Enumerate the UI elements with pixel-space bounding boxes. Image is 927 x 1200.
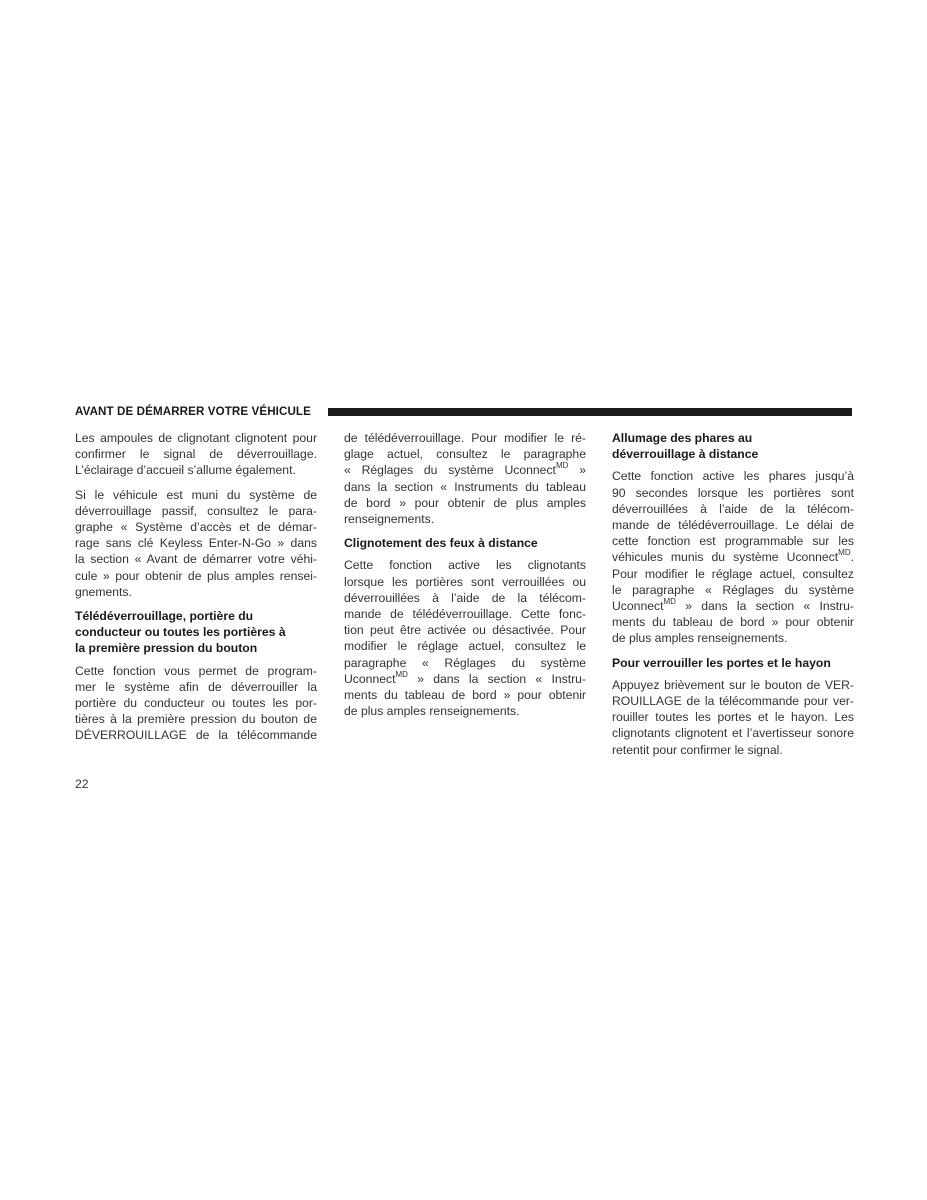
text-line: tières à la première pression du bouton de: [75, 712, 317, 727]
heading-line: conducteur ou toutes les portières à: [75, 625, 286, 640]
text-line: mande de télédéverrouillage. Cette fonc-: [344, 607, 586, 622]
text-line: Les ampoules de clignotant clignotent pour: [75, 431, 317, 445]
text-line: de plus amples renseignements.: [344, 704, 520, 719]
text-line: portière du conducteur ou toutes les por-: [75, 696, 317, 711]
heading-line: déverrouillage à distance: [612, 447, 759, 462]
superscript-md: MD: [395, 669, 408, 679]
text-line: DÉVERROUILLAGE de la télécommande: [75, 728, 317, 743]
text-line: déverrouillées à l’aide de la télécom-: [612, 501, 854, 516]
text-line: [344, 671, 586, 687]
heading-clignotement-feux: [344, 535, 586, 551]
text-line: dans la section « Instruments du tableau: [344, 479, 586, 494]
text-line: [344, 462, 586, 478]
text-fragment: « Réglages du système Uconnect: [344, 463, 556, 478]
text-line: ments du tableau de bord » pour obtenir: [612, 615, 854, 630]
text-line: 90 secondes lorsque les portières sont: [612, 485, 854, 500]
section-title: AVANT DE DÉMARRER VOTRE VÉHICULE: [75, 405, 311, 418]
header-rule: [328, 408, 852, 416]
heading-teledeverrouillage: [75, 608, 317, 657]
text-line: L’éclairage d’accueil s’allume également.: [75, 463, 296, 478]
heading-line: Allumage des phares au: [612, 431, 753, 445]
text-line: renseignements.: [344, 512, 435, 527]
text-line: lorsque les portières sont verrouillées ou: [344, 574, 586, 589]
text-fragment: » dans la section « Instru-: [407, 671, 586, 686]
text-line: paragraphe « Réglages du système: [344, 655, 586, 670]
text-line: retentit pour confirmer le signal.: [612, 742, 783, 757]
text-line: de bord » pour obtenir de plus amples: [344, 495, 586, 510]
page-number: 22: [75, 777, 89, 791]
text-line: gnements.: [75, 584, 132, 599]
text-fragment: »: [568, 463, 586, 478]
paragraph-clignotant-confirmation: [75, 430, 317, 479]
text-line: mer le système afin de déverrouiller la: [75, 679, 317, 694]
superscript-md: MD: [663, 596, 676, 606]
text-line: Si le véhicule est muni du système de: [75, 487, 317, 502]
text-line: le paragraphe « Réglages du système: [612, 582, 854, 597]
paragraph-reglage-actuel: [344, 430, 586, 527]
text-fragment: .: [850, 550, 854, 565]
column-2: [344, 430, 586, 727]
text-fragment: » dans la section « Instru-: [675, 599, 854, 614]
text-line: glage actuel, consultez le paragraphe: [344, 447, 586, 462]
text-line: cule » pour obtenir de plus amples rensei-: [75, 568, 317, 583]
heading-verrouiller-portes: [612, 655, 854, 671]
text-line: déverrouillage passif, consultez le para-: [75, 503, 317, 518]
text-line: [612, 598, 854, 614]
text-line: Cette fonction vous permet de program-: [75, 663, 317, 678]
heading-line: Télédéverrouillage, portière du: [75, 609, 254, 624]
heading-allumage-phares: [612, 430, 854, 462]
heading-line: la première pression du bouton: [75, 641, 258, 656]
paragraph-clignotants: [344, 557, 586, 719]
heading-line: Clignotement des feux à distance: [344, 536, 538, 551]
text-line: déverrouillées à l’aide de la télécom-: [344, 590, 586, 605]
text-line: rouiller toutes les portes et le hayon. Les: [612, 710, 854, 725]
text-line: Appuyez brièvement sur le bouton de VER-: [612, 677, 854, 692]
column-3: [612, 430, 854, 766]
text-line: cette fonction est programmable sur les: [612, 534, 854, 549]
text-line: Cette fonction active les clignotants: [344, 558, 586, 573]
text-line: mande de télédéverrouillage. Le délai de: [612, 518, 854, 533]
text-fragment: véhicules munis du système Uconnect: [612, 550, 839, 565]
text-line: tion peut être activée ou désactivée. Pour: [344, 623, 586, 638]
text-line: [612, 549, 854, 565]
superscript-md: MD: [555, 461, 569, 471]
text-line: Cette fonction active les phares jusqu’à: [612, 469, 854, 484]
text-line: de télédéverrouillage. Pour modifier le ré-: [344, 431, 586, 445]
text-line: clignotants clignotent et l’avertisseur sonore: [612, 726, 854, 741]
superscript-md: MD: [838, 548, 851, 558]
text-fragment: Uconnect: [612, 599, 664, 614]
paragraph-phares: [612, 468, 854, 646]
section-header: [75, 404, 852, 420]
text-line: la section « Avant de démarrer votre véhi-: [75, 552, 317, 567]
text-fragment: Uconnect: [344, 671, 396, 686]
text-line: Pour modifier le réglage actuel, consultez: [612, 566, 854, 581]
heading-line: Pour verrouiller les portes et le hayon: [612, 655, 831, 670]
paragraph-deverrouillage-passif: [75, 487, 317, 600]
text-line: rage sans clé Keyless Enter-N-Go » dans: [75, 536, 317, 551]
text-line: graphe « Système d’accès et de démar-: [75, 520, 317, 535]
text-line: ROUILLAGE de la télécommande pour ver-: [612, 694, 854, 709]
text-line: confirmer le signal de déverrouillage.: [75, 447, 317, 462]
text-line: modifier le réglage actuel, consultez le: [344, 639, 586, 654]
paragraph-verrouillage: [612, 677, 854, 758]
column-1: [75, 430, 317, 752]
text-line: ments du tableau de bord » pour obtenir: [344, 688, 586, 703]
paragraph-programmation: [75, 663, 317, 744]
text-line: de plus amples renseignements.: [612, 631, 788, 646]
